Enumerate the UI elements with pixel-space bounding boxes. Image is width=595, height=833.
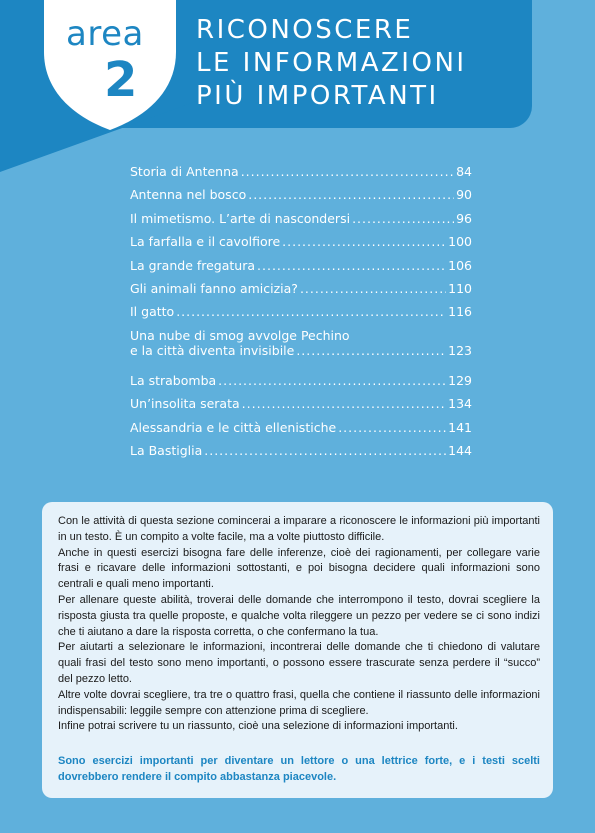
toc-page: 116 bbox=[448, 304, 472, 320]
toc-leader-dots bbox=[352, 211, 454, 226]
toc-item[interactable] bbox=[130, 443, 472, 466]
toc-leader-dots bbox=[296, 343, 446, 358]
toc-page: 84 bbox=[456, 164, 472, 179]
toc-title: Il gatto bbox=[130, 304, 175, 320]
toc-leader-dots bbox=[242, 396, 446, 411]
intro-text bbox=[58, 514, 540, 735]
toc-title: e la città diventa invisibile bbox=[130, 342, 295, 358]
toc-title: La Bastiglia bbox=[130, 442, 203, 458]
toc-page: 129 bbox=[448, 372, 472, 388]
toc-page: 90 bbox=[456, 187, 472, 203]
toc-leader-dots bbox=[338, 420, 446, 435]
table-of-contents bbox=[130, 164, 472, 466]
toc-title: Gli animali fanno amicizia? bbox=[130, 280, 298, 296]
closing-note: Sono esercizi importanti per diventare un lettore o una lettrice forte, e i testi scelti dovrebbero rendere il compito abbastanza piacevole. bbox=[58, 755, 540, 783]
toc-item[interactable] bbox=[130, 420, 472, 443]
toc-leader-dots bbox=[248, 187, 454, 202]
toc-title: Alessandria e le città ellenistiche bbox=[130, 419, 337, 435]
toc-item[interactable] bbox=[130, 328, 472, 373]
toc-page: 123 bbox=[448, 342, 472, 358]
area-number: 2 bbox=[104, 52, 138, 108]
toc-leader-dots bbox=[282, 234, 446, 249]
toc-title: Il mimetismo. L’arte di nascondersi bbox=[130, 210, 351, 226]
toc-page: 96 bbox=[456, 210, 472, 226]
toc-title: La grande fregatura bbox=[130, 257, 256, 273]
toc-item[interactable] bbox=[130, 258, 472, 281]
intro-paragraph: Altre volte dovrai scegliere, tra tre o quattro frasi, quella che contiene il riassunto delle informazioni indispensabili: leggile sempre con attenzione prima di scegliere. bbox=[58, 688, 540, 717]
toc-page: 144 bbox=[448, 442, 472, 458]
toc-item[interactable] bbox=[130, 304, 472, 327]
toc-page: 110 bbox=[448, 280, 472, 296]
toc-page: 134 bbox=[448, 396, 472, 412]
title-line: PIÙ IMPORTANTI bbox=[196, 81, 439, 111]
toc-page: 106 bbox=[448, 257, 472, 273]
toc-item[interactable] bbox=[130, 234, 472, 257]
toc-item[interactable] bbox=[130, 396, 472, 419]
intro-paragraph: Per aiutarti a selezionare le informazioni, incontrerai delle domande che ti chiedono di valutare quali frasi del testo sono meno importanti, o possono essere trascurate senza perdere il “succo” del pezzo letto. bbox=[58, 641, 540, 685]
toc-item[interactable] bbox=[130, 187, 472, 210]
toc-leader-dots bbox=[300, 281, 446, 296]
toc-title-line1: Una nube di smog avvolge Pechino bbox=[130, 327, 350, 343]
intro-paragraph: Infine potrai scrivere tu un riassunto, cioè una selezione di informazioni importanti. bbox=[58, 720, 458, 733]
toc-title: La farfalla e il cavolfiore bbox=[130, 234, 281, 250]
intro-paragraph: Con le attività di questa sezione comincerai a imparare a riconoscere le informazioni più importanti in un testo. È un compito a volte facile, ma a volte piuttosto difficile. bbox=[58, 515, 540, 543]
toc-leader-dots bbox=[176, 304, 446, 319]
toc-item[interactable] bbox=[130, 281, 472, 304]
toc-title: Storia di Antenna bbox=[130, 164, 239, 179]
area-label: area bbox=[66, 14, 144, 54]
intro-paragraph: Per allenare queste abilità, troverai delle domande che interrompono il testo, dovrai scegliere la risposta giusta tra quelle proposte, e qualche volta rileggere un pezzo per vedere se ci sono indizi che ti aiutano a dare la risposta corretta, o che confermano la tua. bbox=[58, 593, 540, 638]
toc-item[interactable] bbox=[130, 211, 472, 234]
title-line: RICONOSCERE bbox=[196, 15, 414, 45]
toc-leader-dots bbox=[218, 373, 446, 388]
section-title bbox=[196, 14, 526, 113]
toc-item[interactable] bbox=[130, 164, 472, 187]
toc-page: 100 bbox=[448, 234, 472, 250]
toc-title: La strabomba bbox=[130, 372, 217, 388]
intro-paragraph: Anche in questi esercizi bisogna fare delle inferenze, cioè dei ragionamenti, per collegare varie frasi e ricavare delle informazioni sottostanti, e poi bisogna decidere quali informazioni sono centrali e quali meno importanti. bbox=[58, 546, 540, 591]
toc-leader-dots bbox=[241, 164, 454, 179]
toc-page: 141 bbox=[448, 419, 472, 435]
toc-leader-dots bbox=[204, 443, 446, 458]
title-line: LE INFORMAZIONI bbox=[196, 48, 467, 78]
toc-title: Antenna nel bosco bbox=[130, 187, 247, 203]
toc-title: Un’insolita serata bbox=[130, 396, 240, 412]
toc-item[interactable] bbox=[130, 373, 472, 396]
toc-leader-dots bbox=[257, 258, 446, 273]
